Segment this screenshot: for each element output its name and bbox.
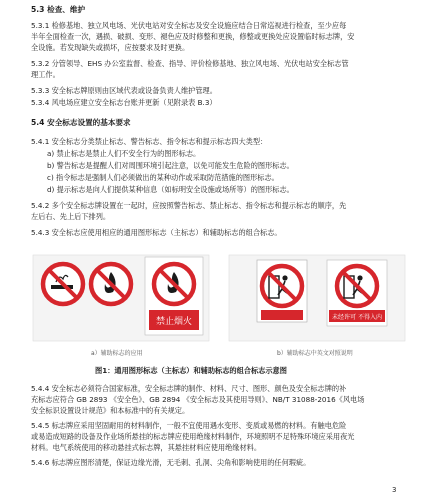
paragraph-5-4-2-line-2: 左后右、先上后下排列。 (31, 212, 111, 221)
paragraph-5-4-3: 5.4.3 安全标志应使用相应的通用图形标志（主标志）和辅助标志的组合标志。 (31, 228, 282, 237)
no-entry-composite-sign (327, 260, 387, 326)
paragraph-5-3-4: 5.3.4 风电场应建立安全标志台账并更新（见附录表 B.3） (31, 98, 217, 107)
section-heading-check: 5.3 检查、维护 (31, 5, 86, 14)
paragraph-5-3-3: 5.3.3 安全标志牌原则由区域代表或设备负责人维护管理。 (31, 86, 217, 95)
paragraph-5-3-1-line-1: 5.3.1 检修基地、独立风电场、光伏电站对安全标志及安全设施应结合日常巡视进行检查，至少应每 (31, 21, 347, 30)
fire-prohibition-composite-sign (145, 257, 203, 335)
paragraph-5-4-1-intro: 5.4.1 安全标志分类禁止标志、警告标志、指令标志和提示标志四大类型： (31, 137, 268, 146)
right-sign-text: 未经许可 不得入内 (332, 314, 382, 321)
paragraph-5-4-5-line-3: 材料。电气系统使用的移动悬挂式标志牌，其悬挂材料应使用绝缘材料。 (31, 443, 262, 452)
paragraph-5-4-4-line-1: 5.4.4 安全标志必须符合国家标准，安全标志牌的制作、材料、尺寸、图形、颜色及安全标志牌的补 (31, 384, 347, 393)
paragraph-5-3-2-line-2: 理工作。 (31, 70, 60, 79)
list-item-c: c) 指令标志是强制人们必须做出的某种动作或采取防范措施的图形标志。 (47, 173, 279, 182)
paragraph-5-3-1-line-2: 半年全面检查一次，遇损、破损、变形、褪色应及时修整和更换，修整或更换处应设置临时标志牌，安 (31, 32, 355, 41)
paragraph-5-4-6: 5.4.6 标志牌应图形清楚，保证边缘光滑，无毛刺、孔洞、尖角和影响使用的任何瑕疵。 (31, 458, 311, 467)
figure-left-panel (31, 252, 211, 344)
figure-right-panel (227, 252, 407, 344)
list-item-a: a) 禁止标志是禁止人们不安全行为的图形标志。 (47, 149, 201, 158)
figure-title: 图1：通用图形标志（主标志）和辅助标志的组合标志示意图 (95, 366, 287, 375)
figure-caption-b: b）辅助标志中英文对照说明 (277, 350, 353, 357)
paragraph-5-4-5-line-2: 或易造成短路的设备及作业场所悬挂的标志牌应使用绝缘材料制作，环境照明不足特殊环境应采用夜光 (31, 432, 355, 441)
section-heading-basic: 5.4 安全标志设置的基本要求 (31, 118, 131, 127)
no-entry-door-sign-icon (257, 260, 307, 322)
paragraph-5-3-1-line-3: 全设施。若发现缺失或损坏，应按要求及时更换。 (31, 43, 190, 52)
figure-caption-a: a）辅助标志的应用 (91, 350, 143, 357)
figure-sign-examples (31, 252, 407, 367)
list-item-b: b) 警告标志是提醒人们对周围环境引起注意，以免可能发生危险的图形标志。 (47, 161, 294, 170)
page-number: 3 (392, 486, 397, 494)
left-sign-text: 禁止烟火 (155, 317, 193, 327)
list-item-d: d) 提示标志是向人们提供某种信息（如标明安全设施或场所等）的图形标志。 (47, 185, 294, 194)
paragraph-5-3-2-line-1: 5.3.2 分管领导、EHS 办公室监督、检查、指导、评价检修基地、独立风电场、光伏电站安全标志管 (31, 59, 349, 68)
no-smoking-sign-icon (43, 264, 83, 304)
paragraph-5-4-4-line-3: 安全标识设置设计规范》和本标准中的有关规定。 (31, 406, 190, 415)
no-fire-sign-icon (91, 264, 131, 304)
paragraph-5-4-5-line-1: 5.4.5 标志牌应采用坚固耐用的材料制作，一般不宜使用遇水变形、变质或易燃的材料。有触电危险 (31, 421, 347, 430)
paragraph-5-4-4-line-2: 充标志应符合 GB 2893 《安全色》、GB 2894 《安全标志及其使用导则》、NB/T 31088-2016《风电场 (31, 395, 365, 404)
paragraph-5-4-2-line-1: 5.4.2 多个安全标志牌设置在一起时，应按照警告标志、禁止标志、指令标志和提示标志的顺序，先 (31, 201, 347, 210)
